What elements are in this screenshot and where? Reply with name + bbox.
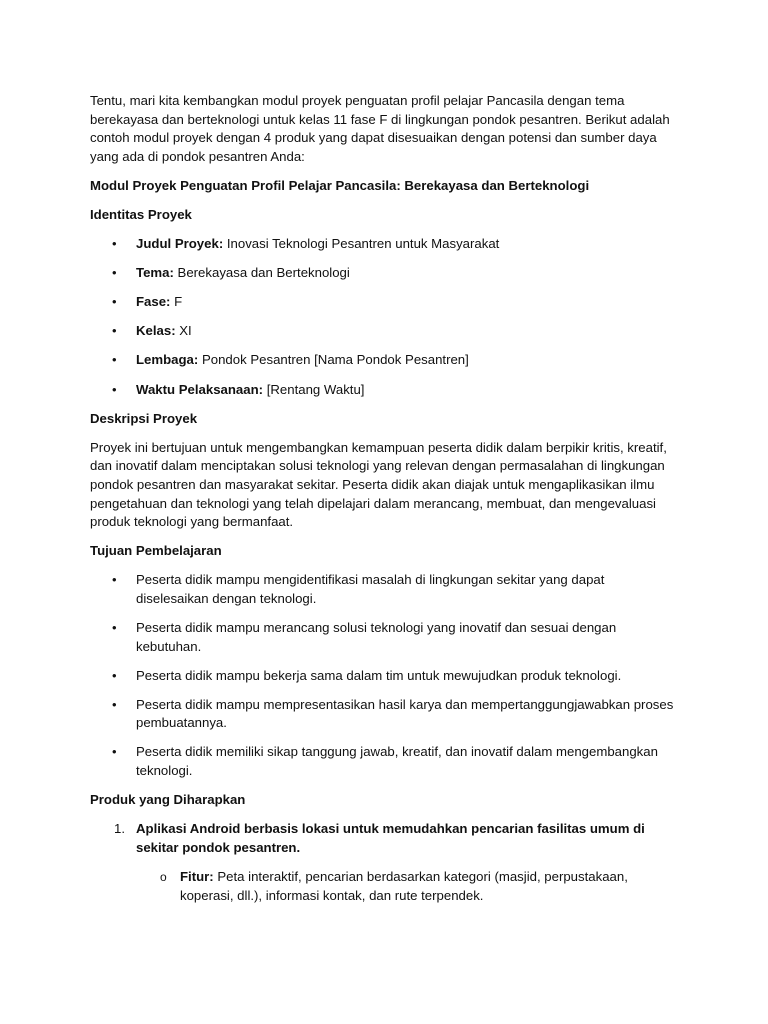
identity-label: Fase:	[136, 294, 171, 310]
identity-label: Lembaga:	[136, 352, 199, 368]
bullet-icon: •	[112, 352, 117, 368]
goal-text: Peserta didik mampu mengidentifikasi masalah di lingkungan sekitar yang dapat diselesaikan dengan teknologi.	[136, 572, 605, 606]
identity-label: Tema:	[136, 265, 174, 281]
bullet-icon: •	[112, 381, 117, 397]
product-feature-item	[136, 868, 678, 905]
feature-label: Fitur:	[180, 868, 214, 884]
goals-heading: Tujuan Pembelajaran	[90, 543, 222, 559]
circle-bullet-icon: o	[160, 869, 167, 884]
identity-value: Pondok Pesantren [Nama Pondok Pesantren]	[198, 352, 469, 368]
identity-item	[90, 322, 678, 341]
goal-text: Peserta didik mampu bekerja sama dalam tim untuk mewujudkan produk teknologi.	[136, 667, 622, 683]
identity-value: Inovasi Teknologi Pesantren untuk Masyarakat	[223, 236, 500, 252]
identity-value: [Rentang Waktu]	[263, 381, 365, 397]
identity-value: XI	[175, 323, 192, 339]
identity-label: Judul Proyek:	[136, 236, 224, 252]
bullet-icon: •	[112, 667, 117, 683]
bullet-icon: •	[112, 236, 117, 252]
bullet-icon: •	[112, 323, 117, 339]
bullet-icon: •	[112, 619, 117, 635]
identity-label: Waktu Pelaksanaan:	[136, 381, 264, 397]
identity-item	[90, 235, 678, 254]
identity-value: Berekayasa dan Berteknologi	[173, 265, 350, 281]
goal-item	[90, 696, 678, 733]
feature-value: Peta interaktif, pencarian berdasarkan kategori (masjid, perpustakaan, koperasi, dll.), informasi kontak, dan rute terpendek.	[180, 868, 628, 903]
products-list	[90, 820, 678, 905]
bullet-icon: •	[112, 696, 117, 712]
identity-list	[90, 235, 678, 399]
goal-item	[90, 743, 678, 780]
bullet-icon: •	[112, 294, 117, 310]
bullet-icon: •	[112, 744, 117, 760]
identity-item	[90, 264, 678, 283]
product-feature-list	[136, 868, 678, 905]
goal-item	[90, 619, 678, 656]
identity-item	[90, 293, 678, 312]
goal-text: Peserta didik memiliki sikap tanggung jawab, kreatif, dan inovatif dalam mengembangkan teknologi.	[136, 744, 658, 779]
description-paragraph: Proyek ini bertujuan untuk mengembangkan kemampuan peserta didik dalam berpikir kritis, kreatif, dan inovatif dalam menciptakan solusi teknologi yang relevan dengan permasalahan di lingkungan pondok pesantren dan masyarakat sekitar. Peserta didik akan diajak untuk mengaplikasikan ilmu pengetahuan dan teknologi yang telah dipelajari dalam merancang, membuat, dan mengevaluasi produk teknologi yang bermanfaat.	[90, 439, 667, 530]
product-title: Aplikasi Android berbasis lokasi untuk memudahkan pencarian fasilitas umum di sekitar pondok pesantren.	[136, 821, 645, 855]
module-title: Modul Proyek Penguatan Profil Pelajar Pancasila: Berekayasa dan Berteknologi	[90, 177, 590, 193]
products-heading: Produk yang Diharapkan	[90, 792, 246, 808]
intro-paragraph: Tentu, mari kita kembangkan modul proyek penguatan profil pelajar Pancasila dengan tema berekayasa dan berteknologi untuk kelas 11 fase F di lingkungan pondok pesantren. Berikut adalah contoh modul proyek dengan 4 produk yang dapat disesuaikan dengan potensi dan sumber daya yang ada di pondok pesantren Anda:	[90, 93, 670, 164]
bullet-icon: •	[112, 572, 117, 588]
identity-label: Kelas:	[136, 323, 176, 339]
goal-text: Peserta didik mampu merancang solusi teknologi yang inovatif dan sesuai dengan kebutuhan.	[136, 619, 617, 654]
product-number: 1.	[114, 821, 125, 837]
product-item	[90, 820, 678, 905]
goals-list	[90, 571, 678, 780]
description-heading: Deskripsi Proyek	[90, 410, 198, 426]
goal-item	[90, 571, 678, 608]
identity-item	[90, 351, 678, 370]
identity-value: F	[170, 294, 183, 310]
bullet-icon: •	[112, 265, 117, 281]
goal-text: Peserta didik mampu mempresentasikan hasil karya dan mempertanggungjawabkan proses pembuatannya.	[136, 696, 674, 731]
identity-item	[90, 381, 678, 400]
goal-item	[90, 667, 678, 686]
identity-heading: Identitas Proyek	[90, 206, 192, 222]
